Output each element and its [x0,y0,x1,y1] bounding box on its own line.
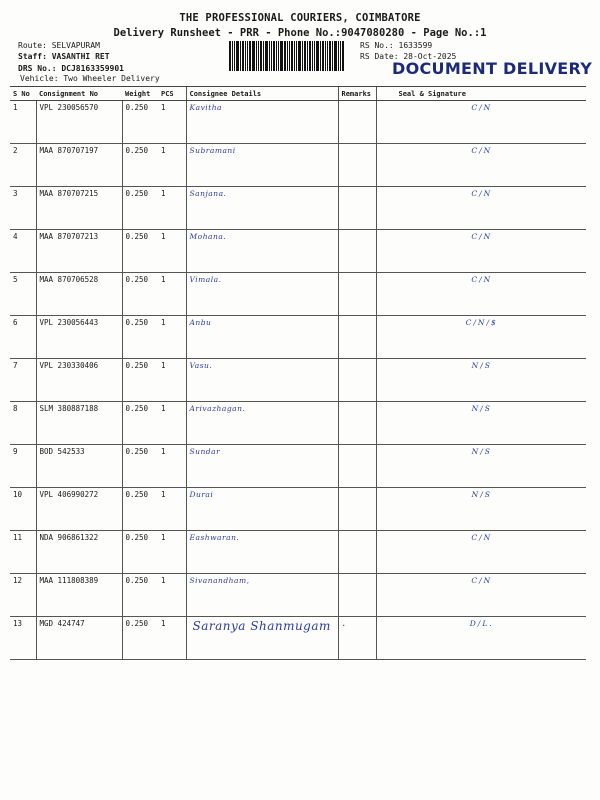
pcs-cell: 1 [158,101,186,144]
pcs-cell: 1 [158,488,186,531]
barcode-bar [234,41,235,71]
consignee-handwriting: Subramani [186,144,338,187]
remarks-cell [338,187,376,230]
col-remarks: Remarks [338,87,376,101]
vehicle-label: Vehicle: Two Wheeler Delivery [20,74,160,83]
barcode-bar [307,41,308,71]
remarks-cell [338,144,376,187]
barcode-bar [314,41,315,71]
table-row [10,445,586,488]
barcode-bar [320,41,321,71]
consignee-handwriting: Anbu [186,316,338,359]
consignee-handwriting: Sivanandham, [186,574,338,617]
consignee-handwriting: Saranya Shanmugam [186,617,338,660]
pcs-cell: 1 [158,316,186,359]
weight-cell: 0.250 [122,273,158,316]
seal-signature-handwriting: N/S [376,445,586,488]
table-row [10,101,586,144]
table-row [10,359,586,402]
barcode-bar [316,41,319,71]
consignment-no-cell: NDA 906861322 [36,531,122,574]
seal-signature-handwriting: C/N [376,230,586,273]
weight-cell: 0.250 [122,617,158,660]
consignment-no-cell: VPL 230056443 [36,316,122,359]
sno-cell: 4 [10,230,36,273]
consignment-no-cell: VPL 230056570 [36,101,122,144]
barcode-bar [294,41,295,71]
remarks-cell: . [338,617,376,660]
table-row [10,402,586,445]
barcode-bar [249,41,251,71]
sno-cell: 8 [10,402,36,445]
consignee-handwriting: Kavitha [186,101,338,144]
sno-cell: 13 [10,617,36,660]
seal-signature-handwriting: C/N [376,531,586,574]
table-row [10,617,586,660]
remarks-cell [338,101,376,144]
col-seal-signature: Seal & Signature [376,87,586,101]
barcode-bar [304,41,306,71]
weight-cell: 0.250 [122,531,158,574]
weight-cell: 0.250 [122,445,158,488]
pcs-cell: 1 [158,617,186,660]
table-row [10,574,586,617]
barcode-image [229,41,356,71]
seal-signature-handwriting: N/S [376,359,586,402]
remarks-cell [338,445,376,488]
seal-signature-handwriting: D/L. [376,617,586,660]
sno-cell: 3 [10,187,36,230]
sno-cell: 9 [10,445,36,488]
consignee-handwriting: Mohana. [186,230,338,273]
col-weight: Weight [122,87,158,101]
seal-signature-handwriting: C/N/$ [376,316,586,359]
pcs-cell: 1 [158,187,186,230]
barcode-bar [265,41,268,71]
barcode-bar [332,41,333,71]
table-row [10,316,586,359]
consignment-no-cell: VPL 230330406 [36,359,122,402]
pcs-cell: 1 [158,445,186,488]
barcode-bar [340,41,341,71]
table-row [10,488,586,531]
table-row [10,531,586,574]
rs-date: RS Date: 28-Oct-2025 [360,52,457,61]
remarks-cell [338,359,376,402]
consignment-no-cell: MAA 870707215 [36,187,122,230]
pcs-cell: 1 [158,359,186,402]
consignee-handwriting: Durai [186,488,338,531]
sno-cell: 12 [10,574,36,617]
staff-label: Staff: VASANTHI RET [18,52,110,61]
col-pcs: PCS [158,87,186,101]
barcode-bar [338,41,339,71]
table-row [10,187,586,230]
weight-cell: 0.250 [122,488,158,531]
rs-number: RS No.: 1633599 [360,41,433,50]
weight-cell: 0.250 [122,574,158,617]
table-row [10,144,586,187]
consignment-no-cell: MAA 870706528 [36,273,122,316]
barcode-bar [312,41,313,71]
consignment-no-cell: MGD 424747 [36,617,122,660]
barcode-bar [298,41,301,71]
pcs-cell: 1 [158,402,186,445]
sno-cell: 11 [10,531,36,574]
barcode-bar [289,41,290,71]
sno-cell: 1 [10,101,36,144]
sno-cell: 6 [10,316,36,359]
remarks-cell [338,273,376,316]
barcode-bar [296,41,297,71]
seal-signature-handwriting: C/N [376,101,586,144]
barcode-bar [342,41,344,71]
barcode-bar [325,41,326,71]
barcode-bar [258,41,259,71]
barcode-bar [309,41,311,71]
runsheet-table [10,86,586,660]
sno-cell: 2 [10,144,36,187]
barcode-bar [229,41,231,71]
col-consignment: Consignment No [36,87,122,101]
barcode-bar [269,41,270,71]
consignee-handwriting: Sundar [186,445,338,488]
consignment-no-cell: SLM 380887188 [36,402,122,445]
weight-cell: 0.250 [122,144,158,187]
consignee-handwriting: Eashwaran. [186,531,338,574]
table-row [10,230,586,273]
consignee-handwriting: Arivazhagan. [186,402,338,445]
pcs-cell: 1 [158,531,186,574]
remarks-cell [338,316,376,359]
barcode-bar [260,41,262,71]
barcode-bar [329,41,331,71]
barcode-bar [232,41,233,71]
remarks-cell [338,488,376,531]
barcode-bar [240,41,241,71]
consignment-no-cell: MAA 870707213 [36,230,122,273]
seal-signature-handwriting: C/N [376,574,586,617]
barcode-bar [247,41,248,71]
barcode-bar [322,41,324,71]
consignment-no-cell: MAA 111808389 [36,574,122,617]
seal-signature-handwriting: C/N [376,187,586,230]
weight-cell: 0.250 [122,101,158,144]
consignment-no-cell: BOD 542533 [36,445,122,488]
pcs-cell: 1 [158,273,186,316]
consignment-no-cell: VPL 406990272 [36,488,122,531]
remarks-cell [338,230,376,273]
barcode-bar [256,41,257,71]
seal-signature-handwriting: C/N [376,144,586,187]
col-sno: S No [10,87,36,101]
consignee-handwriting: Vimala. [186,273,338,316]
weight-cell: 0.250 [122,187,158,230]
runsheet-subtitle: Delivery Runsheet - PRR - Phone No.:9047080280 - Page No.:1 [113,27,487,39]
barcode-bar [284,41,286,71]
company-title: THE PROFESSIONAL COURIERS, COIMBATORE [179,12,421,24]
sno-cell: 10 [10,488,36,531]
barcode-bar [334,41,337,71]
barcode-bar [245,41,246,71]
barcode-bar [242,41,244,71]
sno-cell: 7 [10,359,36,402]
remarks-cell [338,531,376,574]
weight-cell: 0.250 [122,230,158,273]
barcode-bar [291,41,293,71]
weight-cell: 0.250 [122,359,158,402]
barcode-bar [273,41,275,71]
pcs-cell: 1 [158,230,186,273]
consignee-handwriting: Sanjana. [186,187,338,230]
seal-signature-handwriting: N/S [376,488,586,531]
barcode-bar [287,41,288,71]
seal-signature-handwriting: C/N [376,273,586,316]
consignment-no-cell: MAA 870707197 [36,144,122,187]
consignee-handwriting: Vasu. [186,359,338,402]
table-row [10,273,586,316]
col-consignee-details: Consignee Details [186,87,338,101]
barcode-bar [278,41,279,71]
seal-signature-handwriting: N/S [376,402,586,445]
drs-number: DRS No.: DCJ8163359901 [18,64,124,73]
document-delivery-stamp: DOCUMENT DELIVERY [392,59,593,78]
sno-cell: 5 [10,273,36,316]
barcode-bar [302,41,303,71]
weight-cell: 0.250 [122,402,158,445]
route-label: Route: SELVAPURAM [18,41,100,50]
pcs-cell: 1 [158,574,186,617]
barcode-bar [236,41,239,71]
barcode-bar [263,41,264,71]
weight-cell: 0.250 [122,316,158,359]
remarks-cell [338,402,376,445]
remarks-cell [338,574,376,617]
pcs-cell: 1 [158,144,186,187]
barcode-bar [276,41,277,71]
table-header-row [10,87,586,101]
barcode-bar [327,41,328,71]
barcode-bar [280,41,283,71]
barcode-bar [271,41,272,71]
barcode-bar [252,41,255,71]
